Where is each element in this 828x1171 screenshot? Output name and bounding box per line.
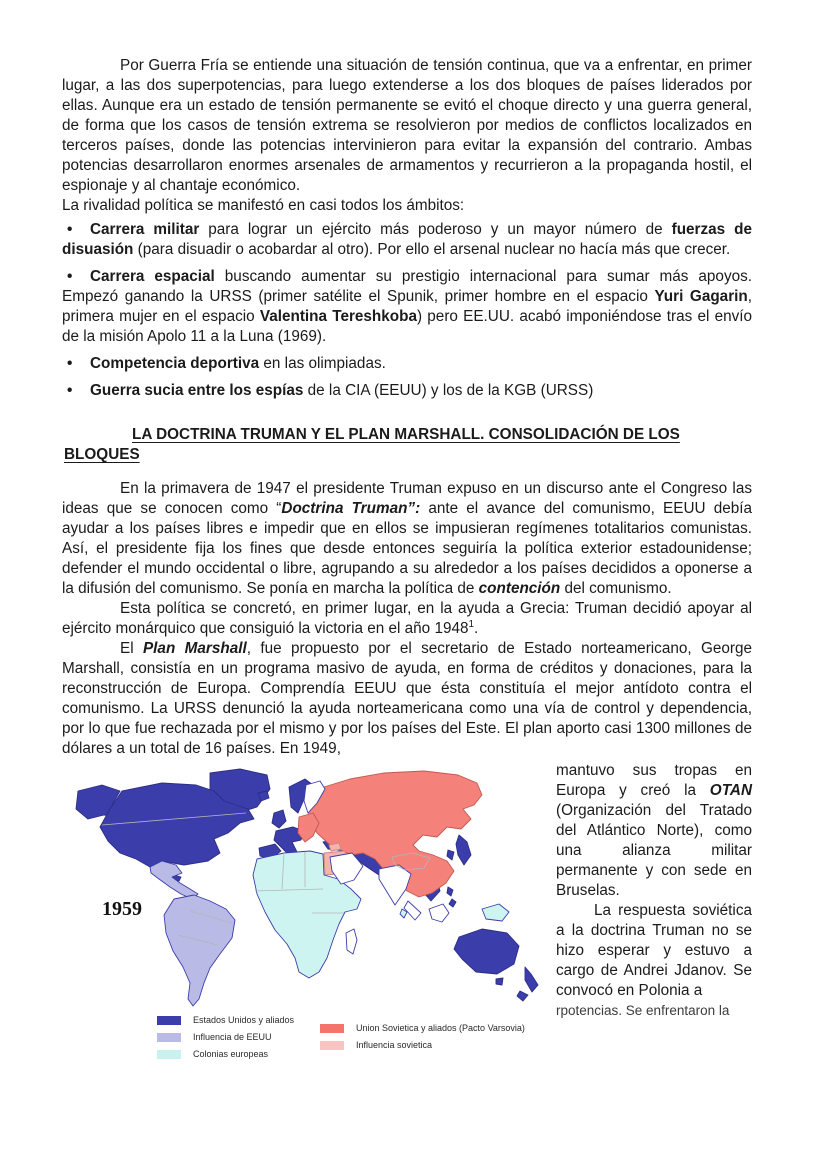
legend-swatch-us-allies [157, 1016, 181, 1025]
legend-item-us-influence [157, 1032, 272, 1043]
legend-item-european-colonies [157, 1049, 268, 1060]
doctrina-truman-emphasis: Doctrina Truman”: [281, 500, 421, 517]
section-heading [64, 425, 752, 465]
bullet-carrera-espacial: • Carrera espacial buscando aumentar su prestigio internacional para sumar más apoyos. Empezó ganando la URSS (primer satélite el Spunik, primer hombre en el espacio Yuri Gagarin, primera mujer en el espacio Valentina Tereshkoba) pero EE.UU. acabó imponiéndose tras el envío de la misión Apolo 11 a la Luna (1969). [62, 268, 752, 345]
footnote-reference: 1 [468, 618, 475, 630]
bullet-glyph: • [67, 382, 73, 399]
section-heading-line1: LA DOCTRINA TRUMAN Y EL PLAN MARSHALL. CONSOLIDACIÓN DE LOS [132, 426, 680, 443]
legend-swatch-soviet-influence [320, 1041, 344, 1050]
legend-item-soviet-influence [320, 1040, 432, 1051]
bullet-glyph: • [67, 268, 73, 285]
bullet-glyph: • [67, 355, 73, 372]
truman-paragraph: En la primavera de 1947 el presidente Truman expuso en un discurso ante el Congreso las ideas que se conocen como “Doctrina Truman”: ante el avance del comunismo, EEUU debía ayudar a los países libres e impedir que en ellos se impusieran regímenes totalitarios comunistas. Así, el presidente fija los fines que desde entonces seguiría la política exterior estadounidense; defender el mundo occidental o libre, agrupando a su alrededor a los países decididos a oponerse a la difusión del comunismo. Se ponía en marcha la política de contención del comunismo. [62, 480, 752, 597]
document-content [62, 56, 752, 1096]
map-year-label: 1959 [102, 898, 142, 920]
otan-paragraph: mantuvo sus tropas en Europa y creó la OTAN (Organización del Tratado del Atlántico Norte), como una alianza militar permanente y con sede en Bruselas. [556, 762, 752, 899]
legend-label: Union Sovietica y aliados (Pacto Varsovia) [356, 1023, 525, 1033]
wrapped-text-column [552, 761, 752, 1096]
legend-swatch-european-colonies [157, 1050, 181, 1059]
legend-label: Influencia sovietica [356, 1040, 433, 1050]
map-legend [62, 1015, 552, 1075]
legend-swatch-us-influence [157, 1033, 181, 1042]
contencion-emphasis: contención [478, 580, 561, 597]
bullet-lead: Carrera espacial [90, 268, 215, 285]
legend-label: Colonias europeas [193, 1049, 269, 1059]
grecia-paragraph: Esta política se concretó, en primer lugar, en la ayuda a Grecia: Truman decidió apoyar al ejército monárquico que consiguió la victoria en el año 1948$^1$. [62, 600, 752, 637]
section-heading-line2: BLOQUES [64, 446, 140, 463]
bullet-carrera-militar: • Carrera militar para lograr un ejército más poderoso y un mayor número de fuerzas de disuasión (para disuadir o acobardar al otro). Por ello el arsenal nuclear no hacía más que crecer. [62, 221, 752, 258]
legend-label: Influencia de EEUU [193, 1032, 272, 1042]
intro-paragraph: Por Guerra Fría se entiende una situación de tensión continua, que va a enfrentar, en primer lugar, a las dos superpotencias, para luego extenderse a los dos bloques de países liderados por ellas. Aunque era un estado de tensión permanente se evitó el choque directo y una guerra general, de forma que los casos de tensión extrema se resolvieron por medios de conflictos localizados en terceros países, donde las potencias intervinieron para evitar la expansión del contrario. Ambas potencias desarrollaron enormes arsenales de armamentos y recurrieron a la propaganda hostil, el espionaje y al chantaje económico. [62, 57, 752, 194]
legend-item-soviet-allies [320, 1023, 525, 1034]
ambitos-line: La rivalidad política se manifestó en casi todos los ámbitos: [62, 197, 465, 214]
bullet-guerra-sucia: • Guerra sucia entre los espías de la CIA (EEUU) y los de la KGB (URSS) [62, 381, 752, 401]
legend-label: Estados Unidos y aliados [193, 1015, 295, 1025]
region-us-influence [150, 861, 235, 1006]
respuesta-sovietica-paragraph: La respuesta soviética a la doctrina Truman no se hizo esperar y estuvo a cargo de Andrei Jdanov. Se convocó en Polonia a [556, 902, 752, 999]
bullet-lead: Competencia deportiva [90, 355, 260, 372]
bullet-lead: Guerra sucia entre los espías [90, 382, 304, 399]
bullet-lead: Carrera militar [90, 221, 200, 238]
legend-swatch-soviet-allies [320, 1024, 344, 1033]
map-and-wrapped-text [62, 761, 752, 1096]
world-map-1959 [62, 763, 552, 1013]
footnote-fragment: rpotencias. Se enfrentaron la [556, 1003, 730, 1018]
otan-emphasis: OTAN [709, 782, 752, 799]
plan-marshall-emphasis: Plan Marshall [142, 640, 247, 657]
marshall-paragraph: El Plan Marshall, fue propuesto por el secretario de Estado norteamericano, George Marshall, consistía en un programa masivo de ayuda, en forma de créditos y donaciones, para la reconstrucción de Europa. Comprendía EEUU que ésta constituía el mejor antídoto contra el comunismo. La URSS denunció la ayuda norteamericana como una vía de control y dependencia, por lo que fue rechazada por el mismo y por los países del Este. El plan aporto casi 1300 millones de dólares a un total de 16 países. En 1949, [62, 640, 752, 757]
world-map-figure [62, 761, 552, 1096]
bullet-glyph: • [67, 221, 73, 238]
legend-item-us-allies [157, 1015, 294, 1026]
bullet-competencia-deportiva: • Competencia deportiva en las olimpiadas. [62, 354, 752, 374]
